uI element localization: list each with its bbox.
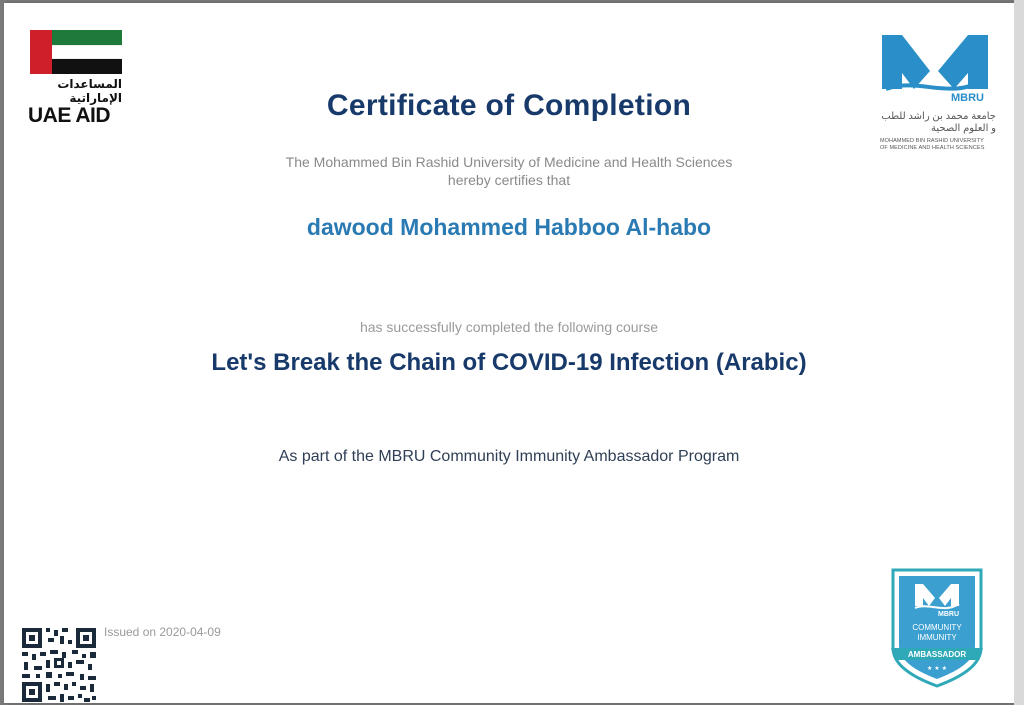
ambassador-badge-icon [889, 566, 985, 690]
qr-code-icon[interactable] [22, 628, 96, 702]
badge-ribbon-text: AMBASSADOR [907, 650, 967, 659]
badge-stars-icon: ★ ★ ★ [927, 665, 947, 672]
badge-line-2: IMMUNITY [917, 633, 957, 642]
completion-statement: has successfully completed the following course [359, 319, 659, 335]
mbru-english-name-1: MOHAMMED BIN RASHID UNIVERSITY [880, 138, 984, 144]
issuer-line-1: The Mohammed Bin Rashid University of Medicine and Health Sciences [285, 154, 733, 170]
uae-aid-english: UAE AID [28, 104, 111, 127]
program-statement: As part of the MBRU Community Immunity Ambassador Program [278, 448, 740, 465]
page-edge [1014, 0, 1024, 705]
issuer-line-2: hereby certifies that [447, 172, 571, 188]
mbru-mark-text: MBRU [951, 92, 984, 104]
recipient-name: dawood Mohammed Habboo Al-habo [306, 214, 712, 240]
uae-aid-arabic: المساعدات الإماراتية [57, 77, 122, 105]
badge-line-1: COMMUNITY [912, 623, 962, 632]
issuer-statement [4, 153, 1014, 189]
mbru-arabic-name: جامعة محمد بن راشد للطب و العلوم الصحية [881, 111, 996, 134]
mbru-english-name-2: OF MEDICINE AND HEALTH SCIENCES [880, 145, 985, 151]
course-title: Let's Break the Chain of COVID-19 Infection (Arabic) [211, 349, 807, 376]
issue-date: Issued on 2020-04-09 [104, 625, 221, 639]
certificate-title: Certificate of Completion [326, 89, 692, 122]
certificate-page [4, 3, 1014, 703]
uae-flag-icon [30, 30, 122, 74]
badge-mark-text: MBRU [938, 611, 959, 618]
